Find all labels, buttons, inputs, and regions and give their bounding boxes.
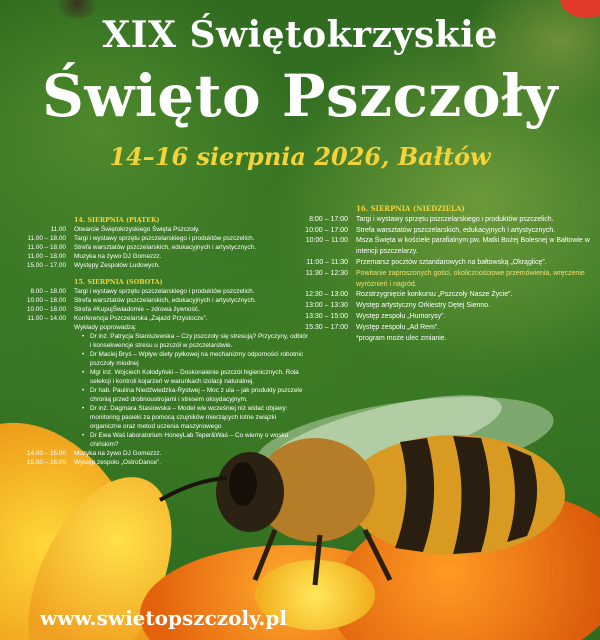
program-time: 8:00 – 17:00 xyxy=(309,215,348,223)
lecture-item: • Mgr inż. Wojciech Kołodyński – Doskonalenie pszczół higienicznych. Rola selekcji i kontroli kojarzeń w warunkach izolacji naturalnej. xyxy=(82,368,308,386)
program-text-highlighted: Powitanie zaproszonych gości, okolicznościowe przemówienia, wręczenie wyróżnień i nagród. xyxy=(356,269,585,288)
lecture-item: • Dr inż. Patrycja Staniszewska – Czy pszczoły się stresują? Przyczyny, odbiór i konsekwencje stresu u pszczół w pszczelarstwie. xyxy=(82,332,308,350)
day-heading-friday: 14. SIERPNIA (PIĄTEK) xyxy=(74,216,160,224)
program-left-column xyxy=(8,212,308,467)
program-row xyxy=(8,458,308,467)
program-row xyxy=(8,287,308,296)
program-row xyxy=(8,252,308,261)
program-text: Rozstrzygnięcie konkursu „Pszczoły Nasze Życie”. xyxy=(356,291,513,299)
program-text: Targi i wystawy sprzętu pszczelarskiego i produktów pszczelich. xyxy=(74,235,255,242)
program-row xyxy=(300,236,600,258)
lecture-item: • Dr Ewa Waś laboratorium HoneyLab Teper&Waś – Co wiemy o wosku chińskim? xyxy=(82,431,308,449)
bee-leg-1 xyxy=(255,530,275,580)
program-text: Strefa warsztatów pszczelarskich, edukacyjnych i artystycznych. xyxy=(74,244,256,251)
program-row xyxy=(300,215,600,226)
program-text: Targi i wystawy sprzętu pszczelarskiego i produktów pszczelich. xyxy=(356,215,554,223)
program-time: 11.00 xyxy=(50,226,66,233)
program-right-column xyxy=(300,200,600,344)
program-row xyxy=(300,226,600,237)
program-time: 14.00 – 15.00 xyxy=(26,450,66,457)
program-text: Msza Święta w kościele parafialnym pw. Matki Bożej Bolesnej w Bałtowie w intencji pszczelarzy. xyxy=(356,237,590,256)
program-time: 11.00 – 18.00 xyxy=(27,235,66,242)
day-heading-sunday: 16. SIERPNIA (NIEDZIELA) xyxy=(356,204,465,213)
program-time: 11:00 – 11:30 xyxy=(306,258,348,266)
program-row xyxy=(8,243,308,252)
bee-eye xyxy=(229,462,257,506)
program-text: Przemarsz pocztów sztandarowych na bałtowską „Okrąglicę”. xyxy=(356,258,547,266)
lecture-item: • Dr inż. Dagmara Stasiowska – Model wie wcześniej niż widać objawy: monitoring pasieki za pomocą czujników mierzących lotne związki organiczne oraz metod uczenia maszynowego xyxy=(82,404,308,431)
program-text: Występ artystyczny Orkiestry Dętej Sienno. xyxy=(356,302,491,310)
program-text: Występ zespołu „OstroDance”. xyxy=(74,459,161,466)
program-row xyxy=(8,449,308,458)
program-text: Strefa warsztatów pszczelarskich, edukacyjnych i artystycznych. xyxy=(74,297,256,304)
program-row xyxy=(300,312,600,323)
program-time: 11.00 – 14.00 xyxy=(27,315,66,322)
program-row xyxy=(8,234,308,243)
program-time: 13:00 – 13:30 xyxy=(305,302,348,310)
program-time: 10.00 – 18.00 xyxy=(26,306,66,313)
program-time: 10.00 – 18.00 xyxy=(26,297,66,304)
program-time: 15.00 – 16.00 xyxy=(26,459,66,466)
program-time: 11.00 – 18.00 xyxy=(27,253,66,260)
program-row xyxy=(300,269,600,291)
program-text: Muzyka na żywo DJ Gomezzz. xyxy=(74,253,162,260)
program-text: Występ zespołu „Ad Rem”. xyxy=(356,323,440,331)
program-row xyxy=(300,323,600,334)
program-row xyxy=(300,301,600,312)
program-text: Muzyka na żywo DJ Gomezzz. xyxy=(74,450,162,457)
program-text: Konferencja Pszczelarska „Zajazd Przystocze”. xyxy=(74,315,208,322)
program-time: 10:00 – 11:00 xyxy=(305,237,348,245)
program-time: 12:30 – 13:00 xyxy=(305,291,348,299)
website-link[interactable]: www.swietopszczoly.pl xyxy=(40,606,287,630)
program-time: 10:00 – 17:00 xyxy=(305,226,348,234)
lecture-item: • Dr hab. Paulina Niedźwiedzka-Rystwej – Moc z ula – jak produkty pszczele chronią przed drobnoustrojami i stresem oksydacyjnym. xyxy=(82,386,308,404)
program-row xyxy=(8,225,308,234)
bee-leg-2 xyxy=(315,535,320,585)
program-text: Otwarcie Świętokrzyskiego Święta Pszczoły. xyxy=(74,226,200,233)
program-time: 11:30 – 12:30 xyxy=(305,269,348,277)
festival-edition-title: XIX Świętokrzyskie xyxy=(102,14,498,56)
program-text: Występy Zespołów Ludowych. xyxy=(74,262,160,269)
program-change-note: *program może ulec zmianie. xyxy=(356,334,447,342)
day-heading-saturday: 15. SIERPNIA (SOBOTA) xyxy=(74,278,163,286)
program-time: 8.00 – 18.00 xyxy=(30,288,66,295)
program-row xyxy=(8,305,308,314)
program-time: 11.00 – 18.00 xyxy=(27,244,66,251)
program-row xyxy=(300,290,600,301)
lecture-item: • Dr Maciej Bryś – Wpływ diety pyłkowej na mechanizmy odporności robotnic pszczoły miodnej xyxy=(82,350,308,368)
program-time: 15.00 – 17.00 xyxy=(26,262,66,269)
program-text: Strefa #KupujŚwiadomie – zdrowa żywność. xyxy=(74,306,200,313)
program-row xyxy=(8,296,308,305)
program-time: 13:30 – 15:00 xyxy=(305,312,348,320)
festival-main-title: Święto Pszczoły xyxy=(41,62,559,130)
lectures-intro: Wykłady poprowadzą: xyxy=(74,324,137,331)
festival-dates: 14–16 sierpnia 2026, Bałtów xyxy=(109,142,491,171)
program-text: Występ zespołu „Humorysy”. xyxy=(356,312,446,320)
program-time: 15:30 – 17:00 xyxy=(305,323,348,331)
program-text: Strefa warsztatów pszczelarskich, edukacyjnych i artystycznych. xyxy=(356,226,556,234)
program-row xyxy=(300,258,600,269)
program-row xyxy=(8,314,308,323)
program-row xyxy=(8,261,308,270)
program-text: Targi i wystawy sprzętu pszczelarskiego i produktów pszczelich. xyxy=(74,288,255,295)
